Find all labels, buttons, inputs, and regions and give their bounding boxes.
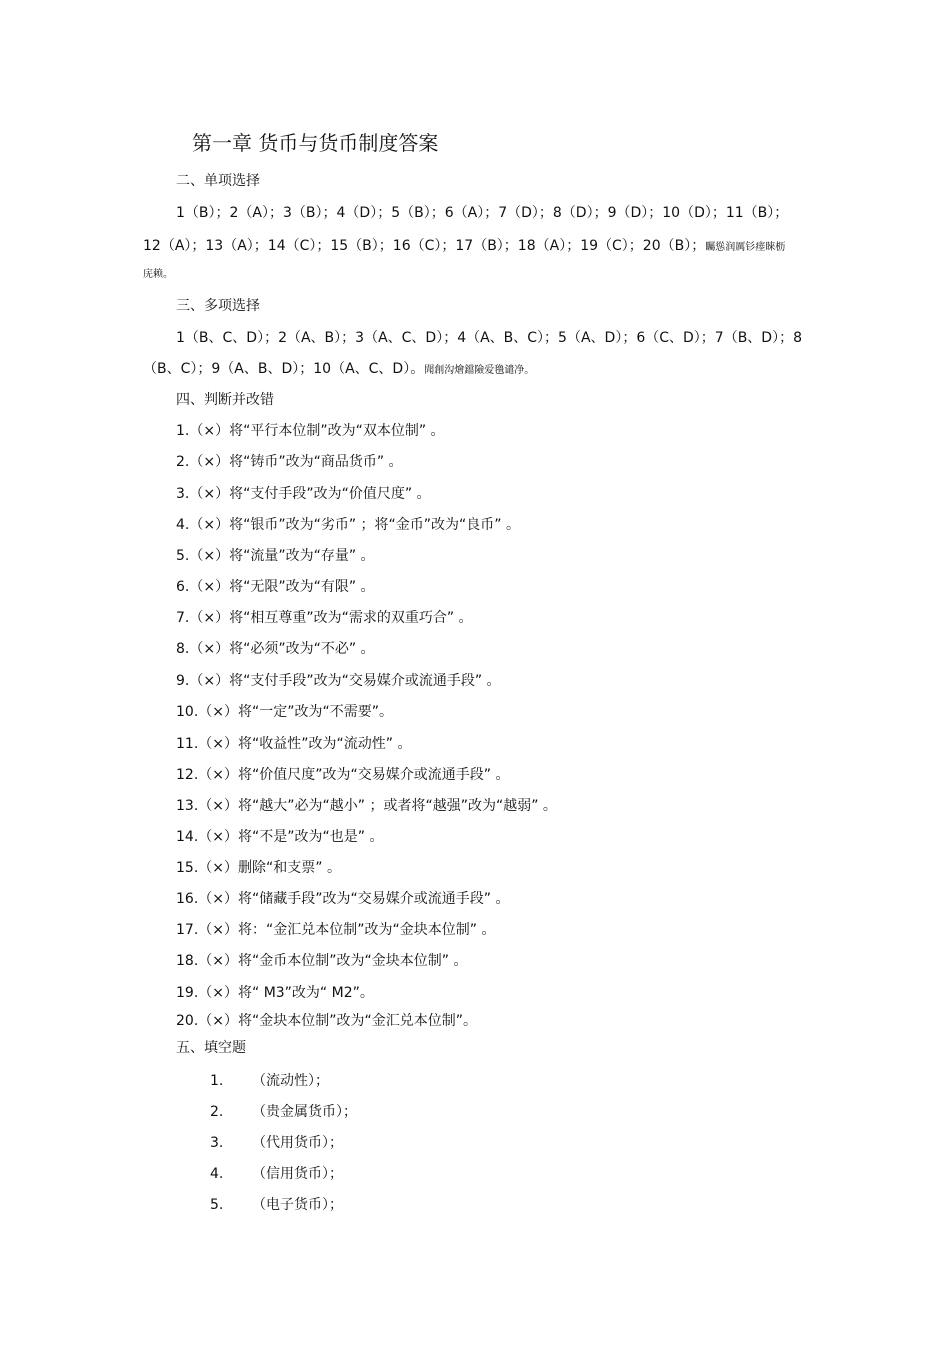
- single-choice-line-2-tail: 矚慫润厲钐瘗睞枥: [705, 242, 786, 253]
- fill-item: [210, 1134, 343, 1152]
- page-title: 第一章 货币与货币制度答案: [192, 131, 439, 155]
- fill-item-number: 4.: [210, 1166, 224, 1182]
- fill-item: [210, 1165, 343, 1183]
- judge-item: 8.（×）将“必须”改为“不必” 。: [176, 641, 375, 657]
- fill-item: [210, 1196, 343, 1214]
- judge-item: 2.（×）将“铸币”改为“商品货币” 。: [176, 454, 403, 470]
- judge-item: 19.（×）将“ M3”改为“ M2”。: [176, 985, 374, 1001]
- judge-item: 4.（×）将“银币”改为“劣币” ；将“金币”改为“良币” 。: [176, 517, 521, 533]
- fill-item-number: 3.: [210, 1135, 224, 1151]
- judge-item: 12.（×）将“价值尺度”改为“交易媒介或流通手段” 。: [176, 767, 510, 783]
- judge-item: 16.（×）将“储藏手段”改为“交易媒介或流通手段” 。: [176, 891, 510, 907]
- fill-item-answer: （信用货币）；: [252, 1166, 343, 1182]
- judge-item: 3.（×）将“支付手段”改为“价值尺度” 。: [176, 486, 431, 502]
- section-multiple-choice: 三、多项选择: [176, 298, 260, 314]
- fill-item-number: 1.: [210, 1073, 224, 1089]
- judge-item: 14.（×）将“不是”改为“也是” 。: [176, 829, 384, 845]
- judge-item: 6.（×）将“无限”改为“有限” 。: [176, 579, 375, 595]
- fill-item-answer: （代用货币）；: [252, 1135, 343, 1151]
- fill-item: [210, 1103, 357, 1121]
- judge-item: 9.（×）将“支付手段”改为“交易媒介或流通手段” 。: [176, 673, 501, 689]
- judge-item: 18.（×）将“金币本位制”改为“金块本位制” 。: [176, 953, 468, 969]
- fill-item: [210, 1072, 329, 1090]
- multiple-choice-line-2-text: （B、C）；9（A、B、D）；10（A、C、D）。: [143, 361, 425, 377]
- single-choice-line-2-text: 12（A）；13（A）；14（C）；15（B）；16（C）；17（B）；18（A）；19（C）；20（B）；: [143, 238, 706, 254]
- judge-item: 10.（×）将“一定”改为“不需要”。: [176, 704, 394, 720]
- judge-item: 13.（×）将“越大”必为“越小” ；或者将“越强”改为“越弱” 。: [176, 798, 557, 814]
- multiple-choice-line-1: 1（B、C、D）；2（A、B）；3（A、C、D）；4（A、B、C）；5（A、D）；6（C、D）；7（B、D）；8: [176, 330, 802, 346]
- section-fill-blank: 五、填空题: [176, 1040, 246, 1056]
- section-single-choice: 二、单项选择: [176, 173, 260, 189]
- fill-item-answer: （贵金属货币）；: [252, 1104, 357, 1120]
- fill-item-number: 5.: [210, 1197, 224, 1213]
- single-choice-line-1: 1（B）；2（A）；3（B）；4（D）；5（B）；6（A）；7（D）；8（D）；9（D）；10（D）；11（B）；: [176, 205, 789, 221]
- multiple-choice-line-2-tail: 聞創沟燴鐺險爱氇谴净。: [424, 365, 535, 376]
- multiple-choice-line-2: [143, 360, 534, 380]
- fill-item-answer: （电子货币）；: [252, 1197, 343, 1213]
- single-choice-line-3: 庑赖。: [143, 269, 173, 280]
- judge-item: 11.（×）将“收益性”改为“流动性” 。: [176, 736, 412, 752]
- single-choice-line-2: [143, 237, 785, 257]
- fill-item-number: 2.: [210, 1104, 224, 1120]
- judge-item: 7.（×）将“相互尊重”改为“需求的双重巧合” 。: [176, 610, 473, 626]
- fill-item-answer: （流动性）；: [252, 1073, 329, 1089]
- section-judge-correct: 四、判断并改错: [176, 392, 274, 408]
- judge-item: 5.（×）将“流量”改为“存量” 。: [176, 548, 375, 564]
- judge-item: 1.（×）将“平行本位制”改为“双本位制” 。: [176, 423, 445, 439]
- judge-item: 17.（×）将：“金汇兑本位制”改为“金块本位制” 。: [176, 922, 496, 938]
- judge-item: 20.（×）将“金块本位制”改为“金汇兑本位制”。: [176, 1013, 478, 1029]
- judge-item: 15.（×）删除“和支票” 。: [176, 860, 341, 876]
